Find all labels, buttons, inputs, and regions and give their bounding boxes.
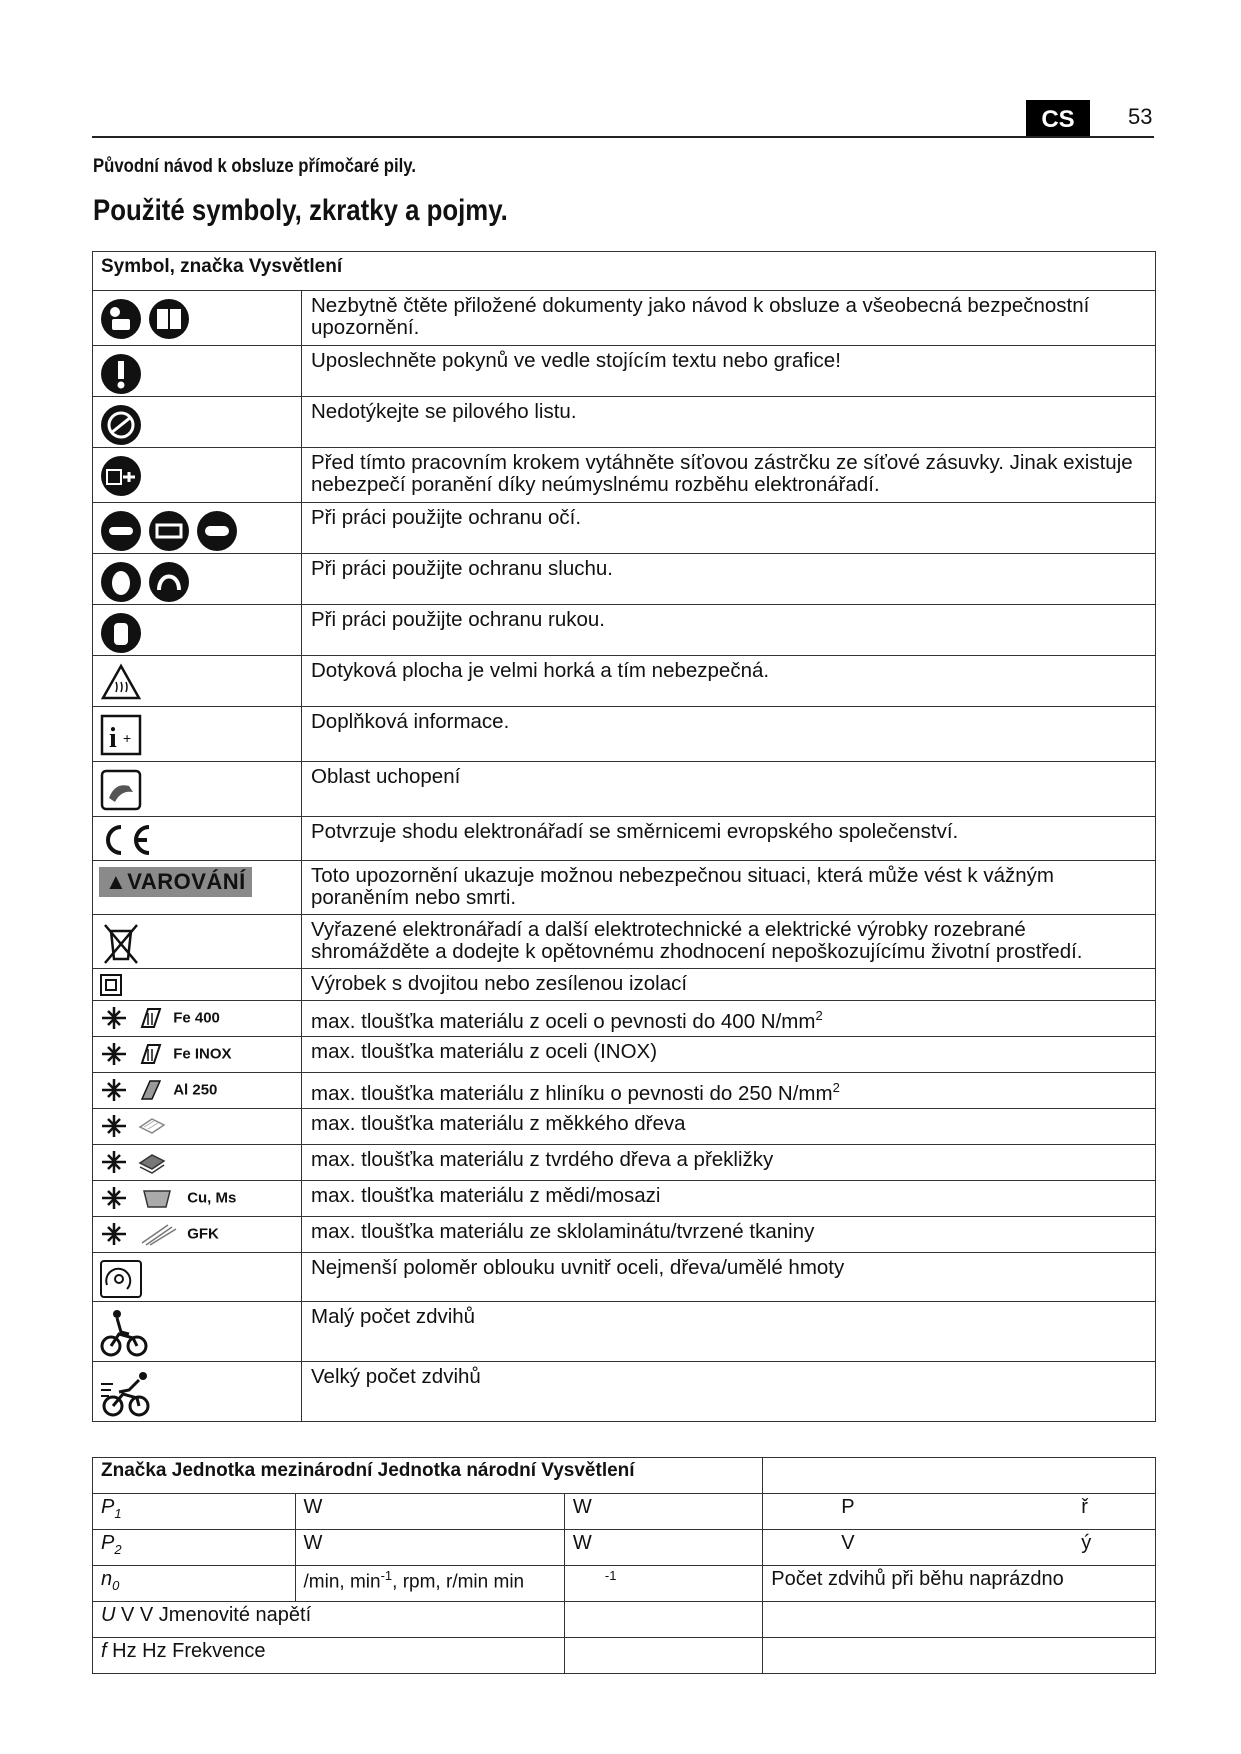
symbol-description: Oblast uchopení	[302, 762, 1156, 817]
fast-bicycle-icon	[99, 1368, 155, 1418]
symbol-description: max. tloušťka materiálu ze sklolaminátu/tvrzené tkaniny	[302, 1217, 1156, 1253]
header-rule	[92, 136, 1154, 138]
symbol-description: Doplňková informace.	[302, 707, 1156, 762]
units-table	[92, 1457, 1156, 1674]
unit-national: W	[564, 1494, 762, 1530]
hearing-protection-icon	[99, 560, 191, 604]
aluminium-profile-icon	[138, 1077, 164, 1103]
symbol-description: max. tloušťka materiálu z oceli o pevnosti do 400 $N/mm^2$	[302, 1001, 1156, 1037]
softwood-icon	[138, 1113, 166, 1139]
unit-intl: /min, $\min^{-1}$, rpm, r/min min	[295, 1566, 564, 1602]
double-insulation-icon	[99, 973, 123, 997]
symbol-description: Nedotýkejte se pilového listu.	[302, 397, 1156, 448]
symbol-description: Při práci použijte ochranu očí.	[302, 503, 1156, 554]
slow-bicycle-icon	[99, 1308, 149, 1358]
page-title: Použité symboly, zkratky a pojmy.	[93, 194, 508, 227]
symbol-description: Nejmenší poloměr oblouku uvnitř oceli, dřeva/umělé hmoty	[302, 1253, 1156, 1302]
unit-explanation: Počet zdvihů při běhu naprázdno	[763, 1566, 1156, 1602]
symbol-description: max. tloušťka materiálu z měkkého dřeva	[302, 1109, 1156, 1145]
unit-row-frequency: f Hz Hz Frekvence	[93, 1638, 565, 1674]
cut-depth-icon	[99, 1149, 129, 1175]
cut-depth-icon	[99, 1077, 129, 1103]
unit-symbol: $P_2$	[93, 1530, 296, 1566]
symbol-description: Před tímto pracovním krokem vytáhněte síťovou zástrčku ze síťové zásuvky. Jinak existuje nebezpečí poranění díky neúmyslnému rozběhu elektronářadí.	[302, 448, 1156, 503]
page-number: 53	[1128, 104, 1153, 129]
copper-brass-icon	[138, 1185, 178, 1211]
weee-bin-icon	[99, 921, 143, 965]
symbol-description: Malý počet zdvihů	[302, 1302, 1156, 1362]
unit-explanation: P ř	[763, 1494, 1156, 1530]
symbol-description: Při práci použijte ochranu rukou.	[302, 605, 1156, 656]
fiberglass-icon	[138, 1221, 178, 1247]
symbol-description: Velký počet zdvihů	[302, 1362, 1156, 1422]
symbol-description: Dotyková plocha je velmi horká a tím nebezpečná.	[302, 656, 1156, 707]
stainless-profile-icon	[138, 1041, 164, 1067]
cut-depth-icon	[99, 1041, 129, 1067]
ce-mark-icon	[99, 823, 155, 857]
curve-radius-icon	[99, 1259, 143, 1299]
language-badge: CS	[1026, 100, 1090, 136]
symbol-description: max. tloušťka materiálu z mědi/mosazi	[302, 1181, 1156, 1217]
mandatory-action-icon	[99, 352, 143, 396]
warning-label: ▲VAROVÁNÍ	[99, 867, 252, 897]
document-subtitle: Původní návod k obsluze přímočaré pily.	[93, 156, 417, 177]
symbol-description: Uposlechněte pokynů ve vedle stojícím textu nebo grafice!	[302, 346, 1156, 397]
read-manual-icon	[99, 297, 195, 341]
symbol-description: Vyřazené elektronářadí a další elektrotechnické a elektrické výrobky rozebrané shromážděte a dodejte k opětovnému zhodnocení nepoškozujícímu životní prostředí.	[302, 915, 1156, 969]
unit-symbol: $n_0$	[93, 1566, 296, 1602]
symbol-description: max. tloušťka materiálu z tvrdého dřeva a překližky	[302, 1145, 1156, 1181]
no-touch-blade-icon	[99, 403, 143, 447]
eye-protection-icon	[99, 509, 239, 553]
hardwood-plywood-icon	[138, 1149, 166, 1175]
unit-explanation: V ý	[763, 1530, 1156, 1566]
unit-symbol: $P_1$	[93, 1494, 296, 1530]
svg-text:+: +	[123, 730, 132, 746]
cut-depth-icon	[99, 1113, 129, 1139]
unit-national: -1	[564, 1566, 762, 1602]
symbol-description: Potvrzuje shodu elektronářadí se směrnicemi evropského společenství.	[302, 817, 1156, 861]
steel-profile-icon	[138, 1005, 164, 1031]
symbol-description: max. tloušťka materiálu z hliníku o pevnosti do 250 $N/mm^2$	[302, 1073, 1156, 1109]
symbols-table: Symbol, značka Vysvětlení Nezbytně čtěte přiložené dokumenty jako návod k obsluze a všeobecná bezpečnostní upozornění. Uposlechněte pokynů ve vedle stojícím textu nebo grafice! Nedotýkejte se pilového listu. Před tímto pracovním krokem vytáhněte síťovou zástrčku ze síťové zásuvky. Jinak existuje nebezpečí poranění díky neúmyslnému rozběhu elektronářadí. Při práci použijte ochranu očí. Při práci použijte ochranu sluchu. Při práci použijte ochranu rukou. Dotyková plocha je velmi horká a tím nebezpečná. i + Doplňková informace. Oblast uchopení Potvrzuje shodu elektronářadí se směrnicemi evropského společenství. ▲VAROVÁNÍ Toto upozornění ukazuje možnou nebezpečnou situaci, která může vést k vážným poraněním nebo smrti. Vyřazené elektronářadí a další elektrotechnické a elektrické výrobky rozebrané shromážděte a dodejte k opětovnému zhodnocení nepoškozujícímu životní prostředí. Výrobek s dvojitou nebo zesílenou izolací Fe 400 max. tloušťka materiálu z oceli o pevnosti do 400 $N/mm^2$ Fe INOX max. tloušťka materiálu z oceli (INOX) Al 250 max. tloušťka materiálu z hliníku o pevnosti do 250 $N/mm^2$ max. tloušťka materiálu z měkkého dřeva max. tloušťka materiálu z tvrdého dřeva a překližky Cu, Ms max. tloušťka materiálu z mědi/mosazi GFK max. tloušťka materiálu ze sklolaminátu/tvrzené tkaniny Nejmenší poloměr oblouku uvnitř oceli, dřeva/umělé hmoty Malý počet zdvihů Velký počet zdvihů	[92, 251, 1156, 1422]
warning-triangle-icon: ▲	[105, 869, 128, 894]
symbol-description: Výrobek s dvojitou nebo zesílenou izolací	[302, 969, 1156, 1001]
grip-area-icon	[99, 768, 143, 812]
svg-text:i: i	[109, 723, 117, 754]
symbol-description: Nezbytně čtěte přiložené dokumenty jako návod k obsluze a všeobecná bezpečnostní upozornění.	[302, 291, 1156, 346]
symbol-description: Toto upozornění ukazuje možnou nebezpečnou situaci, která může vést k vážným poraněním nebo smrti.	[302, 861, 1156, 915]
info-icon	[99, 713, 143, 757]
unit-row-voltage: U V V Jmenovité napětí	[93, 1602, 565, 1638]
symbol-description: max. tloušťka materiálu z oceli (INOX)	[302, 1037, 1156, 1073]
unit-national: W	[564, 1530, 762, 1566]
hand-protection-icon	[99, 611, 143, 655]
hot-surface-icon	[99, 662, 143, 702]
cut-depth-icon	[99, 1185, 129, 1211]
unit-intl: W	[295, 1494, 564, 1530]
unplug-icon	[99, 454, 143, 498]
symbol-description: Při práci použijte ochranu sluchu.	[302, 554, 1156, 605]
symbols-table-header: Symbol, značka Vysvětlení	[93, 252, 1156, 291]
unit-intl: W	[295, 1530, 564, 1566]
units-table-header: Značka Jednotka mezinárodní Jednotka národní Vysvětlení	[93, 1458, 763, 1494]
cut-depth-icon	[99, 1005, 129, 1031]
cut-depth-icon	[99, 1221, 129, 1247]
